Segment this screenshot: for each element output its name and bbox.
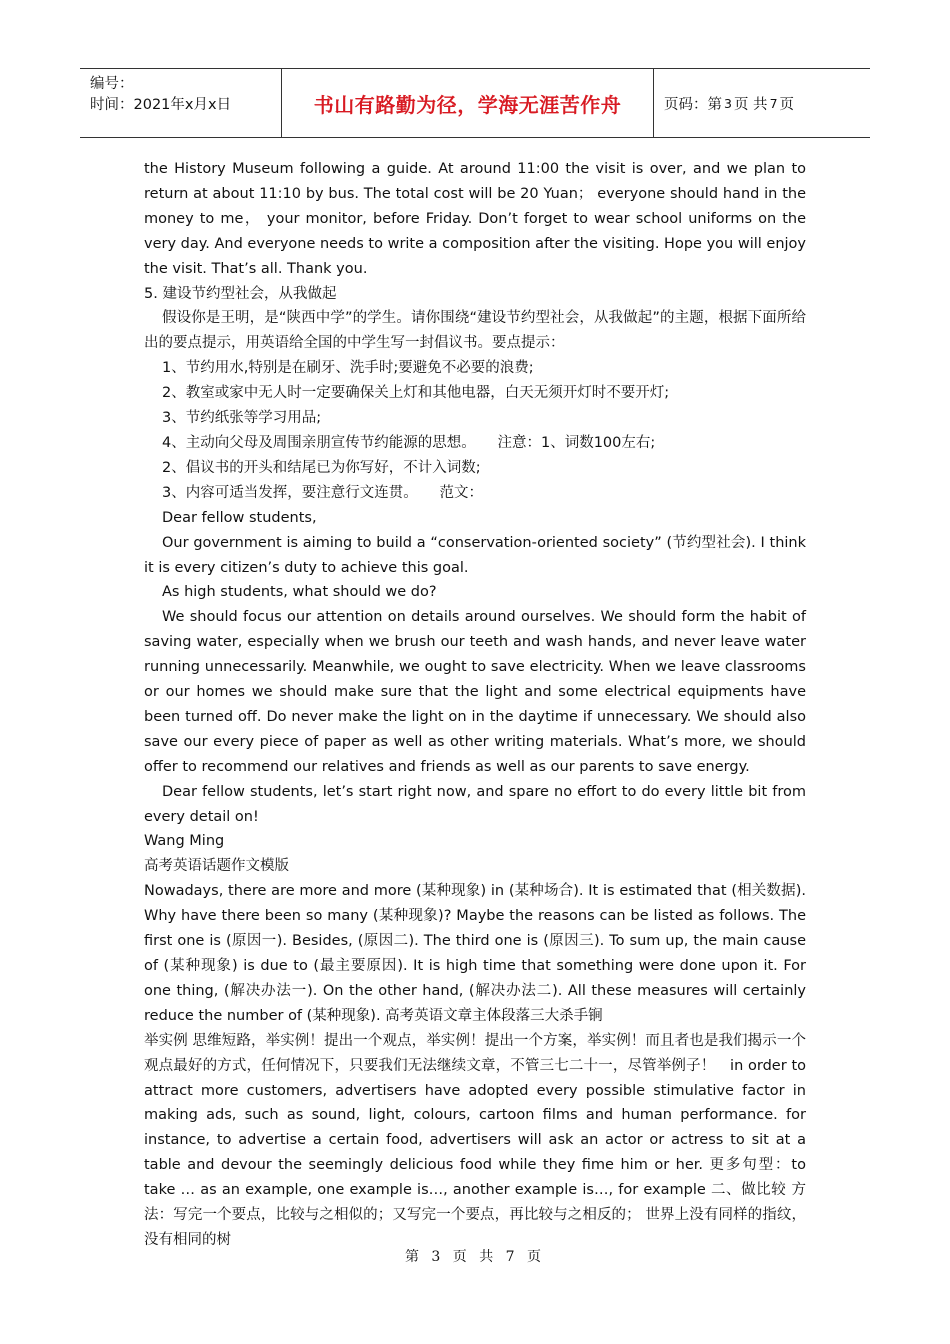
paragraph: the History Museum following a guide. At around 11:00 the visit is over, and we plan to return at about 11:10 by bus. The total cost will be 20 Yuan； everyone should hand in the money to me， your monitor, before Friday. Don’t forget to wear school uniforms on the very day. And everyone needs to write a composition after the visiting. Hope you will enjoy the visit. That’s all. Thank you. (144, 161, 806, 277)
paragraph: 高考英语话题作文模版 (144, 858, 289, 875)
paragraph: 4、主动向父母及周围亲朋宣传节约能源的思想。 注意：1、词数100左右; (162, 434, 656, 451)
paragraph: 5. 建设节约型社会，从我做起 (144, 285, 337, 302)
page-footer: 第 3 页 共 7 页 (404, 1249, 546, 1265)
document-number-label: 编号： (90, 76, 134, 92)
paragraph: Wang Ming (144, 833, 225, 850)
document-time-label: 时间：2021年x月x日 (90, 97, 232, 113)
page-suffix: 页 (779, 96, 795, 113)
paragraph: 3、节约纸张等学习用品; (162, 410, 322, 427)
paragraph: As high students, what should we do? (162, 584, 437, 601)
paragraph: 1、节约用水,特别是在刷牙、洗手时;要避免不必要的浪费; (162, 360, 534, 377)
document-body (144, 157, 806, 1253)
page-prefix: 页码：第 (664, 96, 722, 113)
paragraph: 2、教室或家中无人时一定要确保关上灯和其他电器，白天无须开灯时不要开灯; (162, 385, 670, 402)
paragraph: We should focus our attention on details around ourselves. We should form the habit of saving water, especially when we brush our teeth and wash hands, and never leave water running unnecessarily. Meanwhile, we ought to save electricity. When we leave classrooms or our homes we should make sure that the light and some electrical equipments have been turned off. Do never make the light on in the daytime if unnecessary. We should also save our every piece of paper as well as other writing materials. What’s more, we should offer to recommend our relatives and friends as well as our parents to save energy. (144, 609, 806, 775)
paragraph: 举实例 思维短路，举实例！提出一个观点，举实例！提出一个方案，举实例！而且者也是我们揭示一个观点最好的方式，任何情况下，只要我们无法继续文章，不管三七二十一，尽管举例子！ in order to attract more customers, advertisers have adopted every possible stimulative factor in making ads, such as sound, light, colours, cartoon films and human performance. for instance, to advertise a certain food, advertisers will ask an actor or actress to sit at a table and devour the seemingly delicious food while they fime him or her. 更多句型：to take … as an example, one example is…, another example is…, for example 二、做比较 方法：写完一个要点，比较与之相似的；又写完一个要点，再比较与之相反的； 世界上没有同样的指纹，没有相同的树 (144, 1032, 806, 1248)
page-header (80, 68, 870, 138)
paragraph: 2、倡议书的开头和结尾已为你写好，不计入词数; (162, 459, 481, 476)
page-mid: 页 共 (733, 96, 768, 113)
paragraph: 假设你是王明，是“陕西中学”的学生。请你围绕“建设节约型社会，从我做起”的主题，根据下面所给出的要点提示，用英语给全国的中学生写一封倡议书。要点提示： (144, 310, 806, 352)
header-motto: 书山有路勤为径，学海无涯苦作舟 (281, 69, 654, 137)
paragraph: Our government is aiming to build a “conservation-oriented society” (节约型社会). I think it is every citizen’s duty to achieve this goal. (144, 534, 806, 576)
paragraph: Dear fellow students, (162, 509, 317, 526)
page-total: 7 (769, 95, 778, 111)
paragraph: Dear fellow students, let’s start right now, and spare no effort to do every little bit from every detail on! (144, 783, 806, 825)
header-meta (80, 69, 281, 137)
page-current: 3 (724, 95, 732, 111)
paragraph: Nowadays, there are more and more (某种现象) in (某种场合). It is estimated that (相关数据). Why have there been so many (某种现象)? Maybe the reasons can be listed as follows. The first one is (原因一). Besides, (原因二). The third one is (原因三). To sum up, the main cause of (某种现象) is due to (最主要原因). It is high time that something were done upon it. For one thing, (解决办法一). On the other hand, (解决办法二). All these measures will certainly reduce the number of (某种现象). 高考英语文章主体段落三大杀手锏 (144, 883, 806, 1024)
paragraph: 3、内容可适当发挥，要注意行文连贯。 范文： (162, 484, 483, 501)
header-page-indicator (654, 69, 870, 137)
